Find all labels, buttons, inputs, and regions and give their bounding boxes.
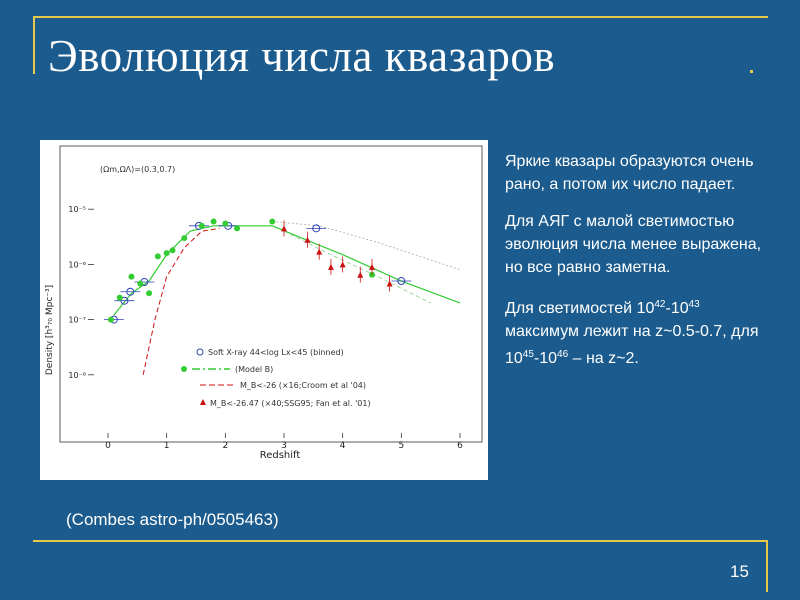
x-tick-label: 6: [457, 441, 463, 451]
bottom-rule: [33, 540, 768, 542]
green-point: [181, 235, 187, 241]
green-point: [222, 221, 228, 227]
x-tick-label: 5: [398, 441, 405, 451]
legend-label-croom: M_B<-26 (×16;Croom et al '04): [240, 381, 366, 390]
x-tick-label: 0: [105, 441, 111, 451]
green-point: [155, 253, 161, 259]
paragraph-bright-quasars: Яркие квазары образуются очень рано, а потом их число падает.: [505, 153, 754, 193]
cosmology-label: (Ωm,ΩΛ)=(0.3,0.7): [100, 165, 176, 174]
green-point: [170, 247, 176, 253]
y-tick-label: 10⁻⁶: [68, 260, 86, 270]
y-tick-label: 10⁻⁷: [68, 315, 86, 325]
slide-title: Эволюция числа квазаров: [48, 31, 556, 81]
x-tick-label: 3: [281, 441, 287, 451]
citation: (Combes astro-ph/0505463): [66, 510, 279, 529]
top-rule: [33, 16, 768, 18]
x-tick-label: 2: [222, 441, 229, 451]
title-dot: [750, 70, 753, 73]
green-point: [164, 250, 170, 256]
x-tick-label: 4: [339, 441, 346, 451]
green-point: [128, 274, 134, 280]
paragraph-luminosity-peaks: Для светимостей $10^{42}-10^{43}$ максимум лежит на z~0.5-0.7, для $10^{45}-10^{46}$ – на z~2.: [505, 299, 759, 367]
green-point: [117, 295, 123, 301]
description: [505, 150, 775, 384]
green-point: [269, 218, 275, 224]
green-point: [146, 290, 152, 296]
green-point: [108, 317, 114, 323]
y-tick-label: 10⁻⁵: [68, 205, 86, 215]
page-number: 15: [730, 562, 749, 581]
legend-marker-green: [181, 366, 187, 372]
left-rule: [33, 16, 35, 74]
legend-label-model: (Model B): [235, 365, 274, 374]
paragraph-low-luminosity-agn: Для АЯГ с малой светимостью эволюция числа менее выражена, но все равно заметна.: [505, 213, 762, 276]
y-tick-label: 10⁻⁸: [68, 370, 86, 380]
y-axis-label: Density [h³₇₀ Mpc⁻³]: [45, 284, 55, 376]
density-chart: [40, 140, 488, 480]
green-point: [211, 218, 217, 224]
green-point: [137, 281, 143, 287]
legend-label-fan: M_B<-26.47 (×40;SSG95; Fan et al. '01): [210, 399, 371, 408]
right-rule: [766, 540, 768, 592]
x-tick-label: 1: [163, 441, 170, 451]
quasar-density-figure: [40, 140, 488, 480]
green-point: [199, 223, 205, 229]
x-axis-label: Redshift: [259, 450, 301, 461]
legend-label-xray: Soft X-ray 44<log Lx<45 (binned): [208, 348, 344, 357]
green-point: [234, 225, 240, 231]
